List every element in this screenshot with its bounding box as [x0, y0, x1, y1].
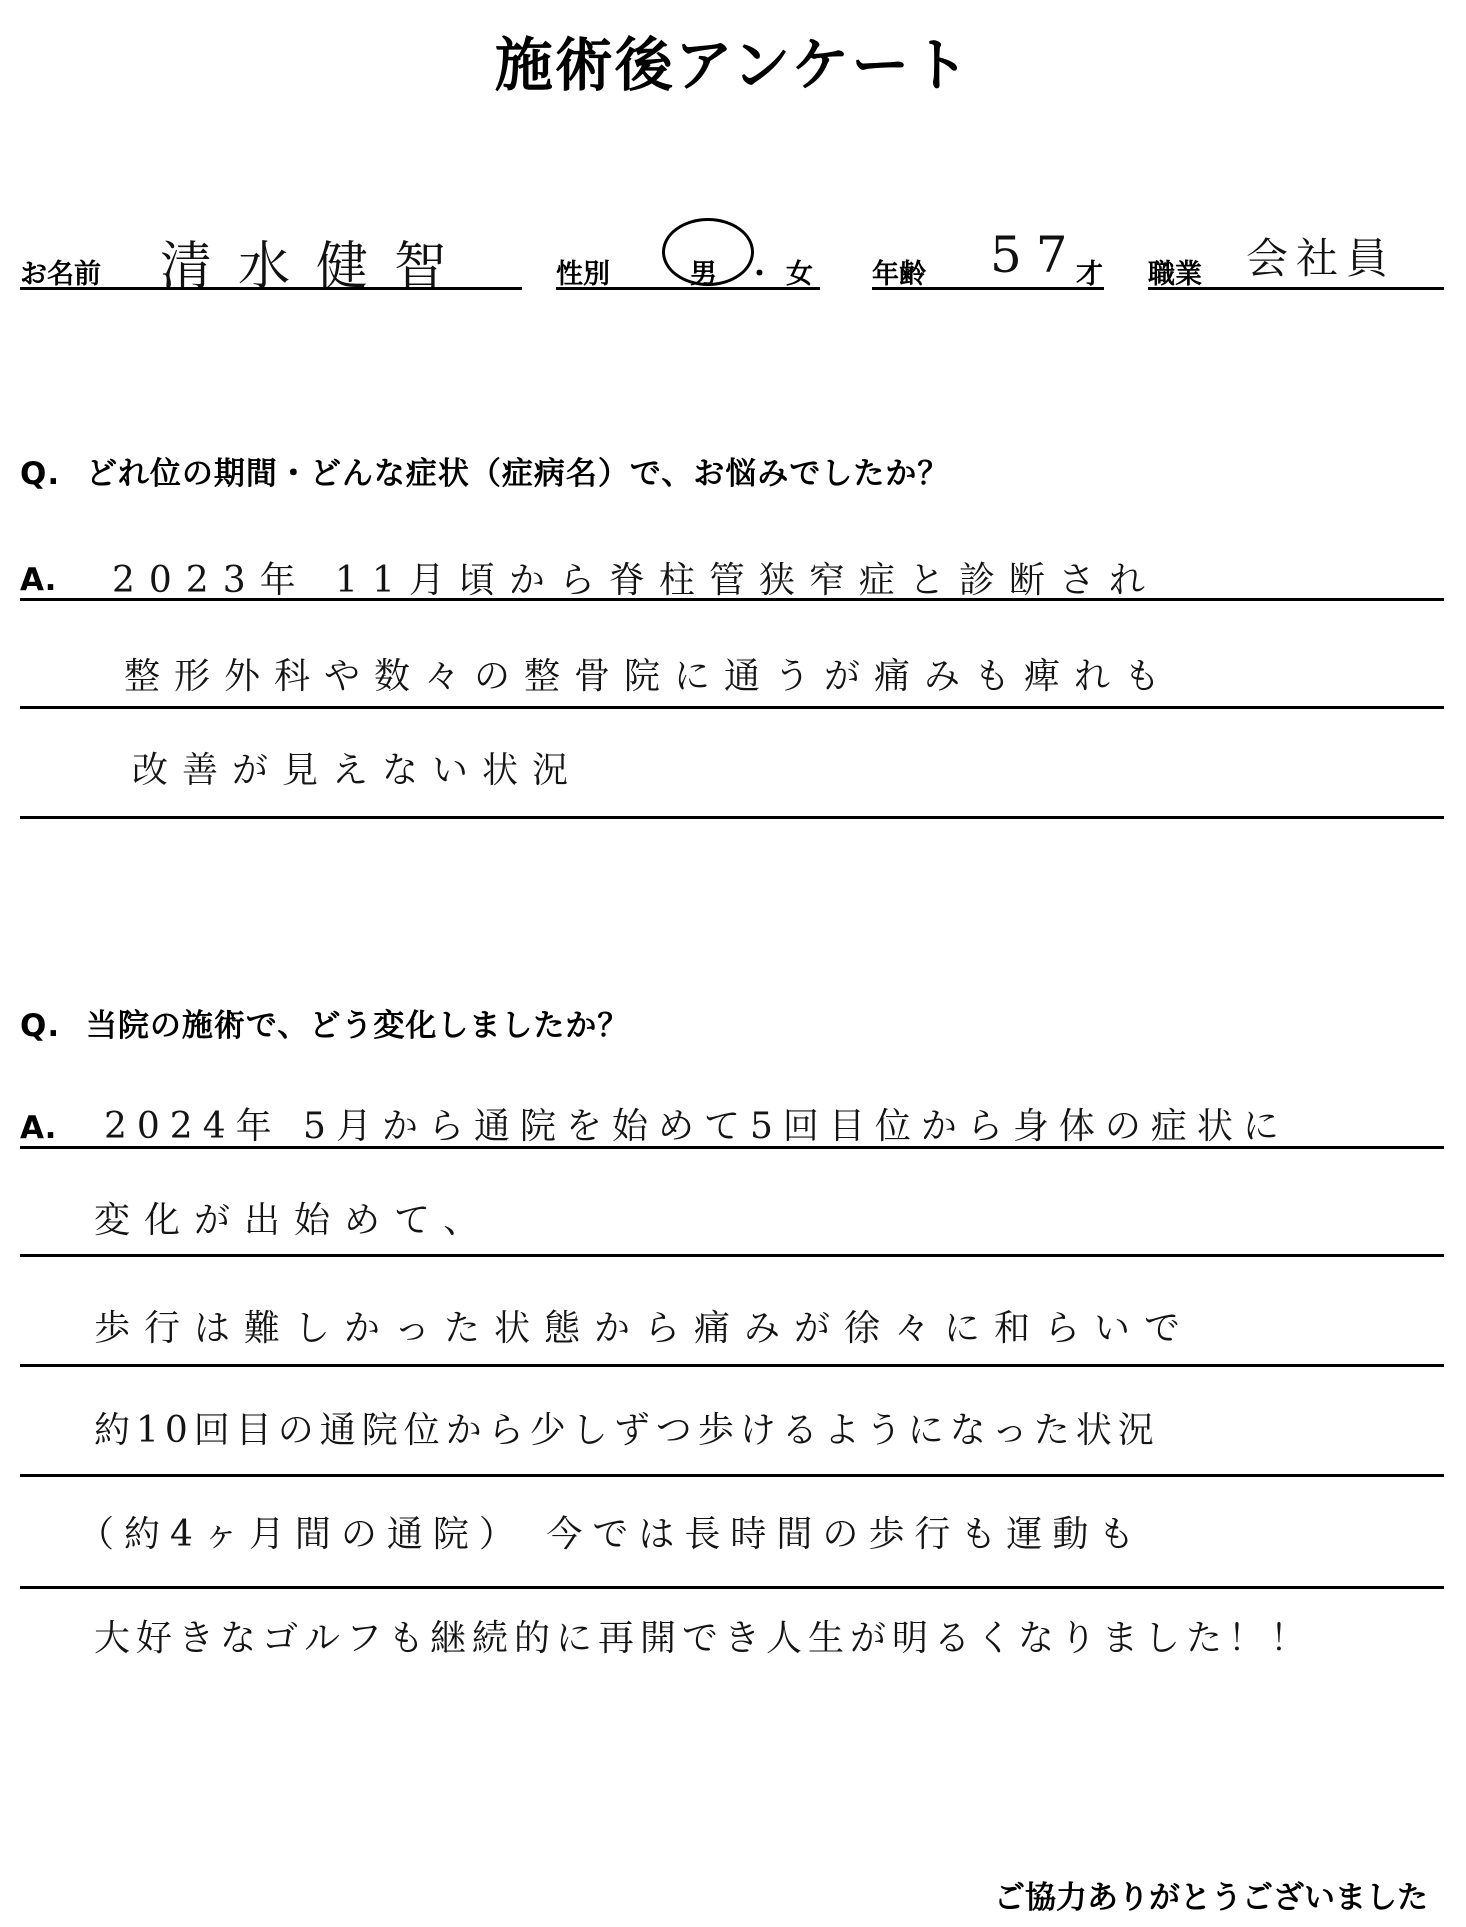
name-label: お名前 [20, 259, 101, 290]
thanks-message: ご協力ありがとうございました [994, 1880, 1428, 1916]
age-underline [872, 287, 1104, 290]
q1-question-text: どれ位の期間・どんな症状（症病名）で、お悩みでしたか？ [85, 456, 950, 492]
q1-rule-3 [20, 816, 1444, 819]
name-underline [20, 287, 522, 290]
gender-option-male: 男 [690, 259, 717, 290]
q1-answer-marker: A. [20, 562, 57, 598]
q2-rule-4 [20, 1474, 1444, 1477]
gender-separator: ・ [746, 259, 773, 290]
page-title: 施術後アンケート [494, 31, 972, 99]
job-value: 会社員 [1246, 234, 1397, 283]
gender-label: 性別 [556, 259, 610, 290]
q2-rule-2 [20, 1254, 1444, 1257]
q2-marker: Q. [20, 1008, 61, 1044]
q2-answer-line-4: 約10回目の通院位から少しずつ歩けるようになった状況 [94, 1410, 1160, 1451]
job-underline [1148, 287, 1444, 290]
q2-answer-line-5: （約4ヶ月間の通院） 今では長時間の歩行も運動も [78, 1514, 1145, 1555]
job-label: 職業 [1148, 259, 1202, 290]
q2-answer-line-3: 歩行は難しかった状態から痛みが徐々に和らいで [94, 1308, 1195, 1349]
q2-answer-marker: A. [20, 1110, 57, 1146]
q1-answer-line-2: 整形外科や数々の整骨院に通うが痛みも痺れも [124, 656, 1175, 697]
q1-question [20, 448, 949, 493]
q2-answer-line-1: 2024年 5月から通院を始めて5回目位から身体の症状に [104, 1106, 1289, 1147]
q2-question [20, 1000, 629, 1045]
age-value: 57 [990, 226, 1082, 284]
gender-underline [556, 287, 820, 290]
q2-question-text: 当院の施術で、どう変化しましたか？ [85, 1008, 630, 1044]
name-value: 清水健智 [160, 237, 473, 297]
age-unit: 才 [1076, 259, 1103, 290]
q2-answer-line-2: 変化が出始めて、 [94, 1200, 494, 1241]
q1-answer-line-1: 2023年 11月頃から脊柱管狭窄症と診断され [112, 560, 1159, 601]
q1-rule-2 [20, 706, 1444, 709]
q2-rule-1 [20, 1146, 1444, 1149]
q1-rule-1 [20, 598, 1444, 601]
q2-rule-3 [20, 1364, 1444, 1367]
q1-answer-line-3: 改善が見えない状況 [132, 750, 583, 791]
gender-option-female: 女 [786, 259, 813, 290]
q2-answer-line-6: 大好きなゴルフも継続的に再開でき人生が明るくなりました！！ [94, 1618, 1313, 1659]
q1-marker: Q. [20, 456, 61, 492]
q2-rule-5 [20, 1586, 1444, 1589]
age-label: 年齢 [872, 259, 926, 290]
